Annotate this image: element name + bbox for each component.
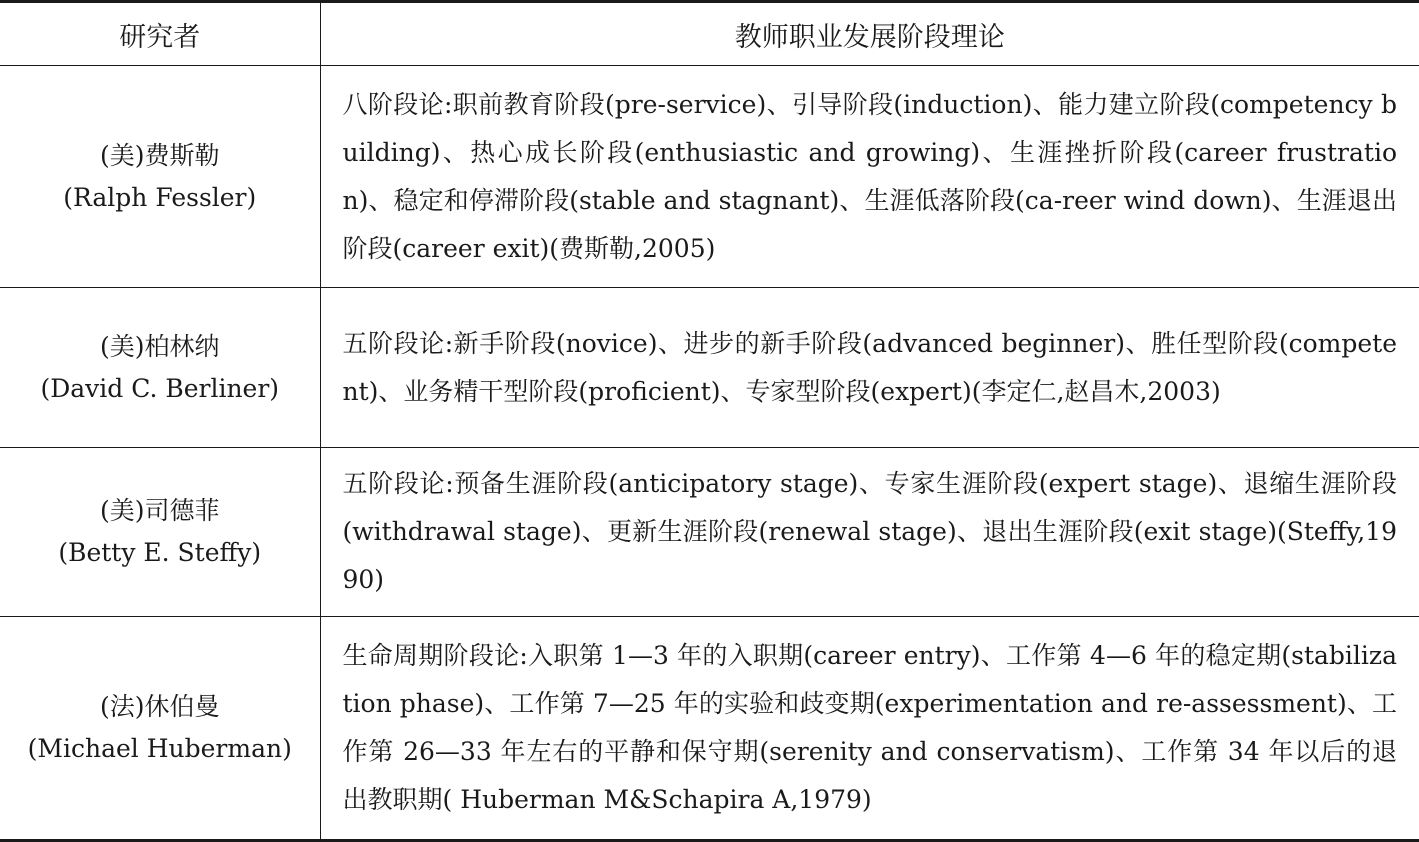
researcher-chinese-name: (美)费斯勒	[99, 140, 220, 170]
header-row	[0, 2, 1419, 66]
researcher-chinese-name: (美)司德菲	[99, 496, 220, 525]
researcher-cell	[0, 448, 320, 617]
researcher-cell	[0, 617, 320, 841]
table-row	[0, 448, 1419, 617]
researcher-english-name: (Betty E. Steffy)	[58, 538, 262, 567]
researcher-chinese-name: (美)柏林纳	[99, 331, 220, 361]
theory-cell: 八阶段论:职前教育阶段(pre-service)、引导阶段(induction)、能力建立阶段(competency building)、热心成长阶段(enthusiastic and growing)、生涯挫折阶段(career frustration)、稳定和停滞阶段(stable and stagnant)、生涯低落阶段(ca-reer wind down)、生涯退出阶段(career exit)(费斯勒,2005)	[320, 66, 1419, 288]
theory-cell: 五阶段论:预备生涯阶段(anticipatory stage)、专家生涯阶段(expert stage)、退缩生涯阶段(withdrawal stage)、更新生涯阶段(renewal stage)、退出生涯阶段(exit stage)(Steffy,1990)	[320, 448, 1419, 617]
header-theory: 教师职业发展阶段理论	[320, 2, 1419, 66]
researcher-english-name: (Michael Huberman)	[27, 734, 292, 763]
table-row	[0, 617, 1419, 841]
theory-cell: 五阶段论:新手阶段(novice)、进步的新手阶段(advanced beginner)、胜任型阶段(competent)、业务精干型阶段(proficient)、专家型阶段(expert)(李定仁,赵昌木,2003)	[320, 288, 1419, 448]
researcher-cell	[0, 66, 320, 288]
theory-cell: 生命周期阶段论:入职第 1—3 年的入职期(career entry)、工作第 4—6 年的稳定期(stabilization phase)、工作第 7—25 年的实验和歧变期(experimentation and re-assessment)、工作第 26—33 年左右的平静和保守期(serenity and conservatism)、工作第 34 年以后的退出教职期( Huberman M&Schapira A,1979)	[320, 617, 1419, 841]
researcher-chinese-name: (法)休伯曼	[99, 692, 220, 721]
table-row	[0, 66, 1419, 288]
table-row	[0, 288, 1419, 448]
table-header	[0, 2, 1419, 66]
table-body	[0, 66, 1419, 841]
researcher-english-name: (Ralph Fessler)	[63, 182, 257, 212]
researcher-english-name: (David C. Berliner)	[40, 373, 280, 403]
header-researcher: 研究者	[119, 21, 201, 53]
researcher-cell	[0, 288, 320, 448]
